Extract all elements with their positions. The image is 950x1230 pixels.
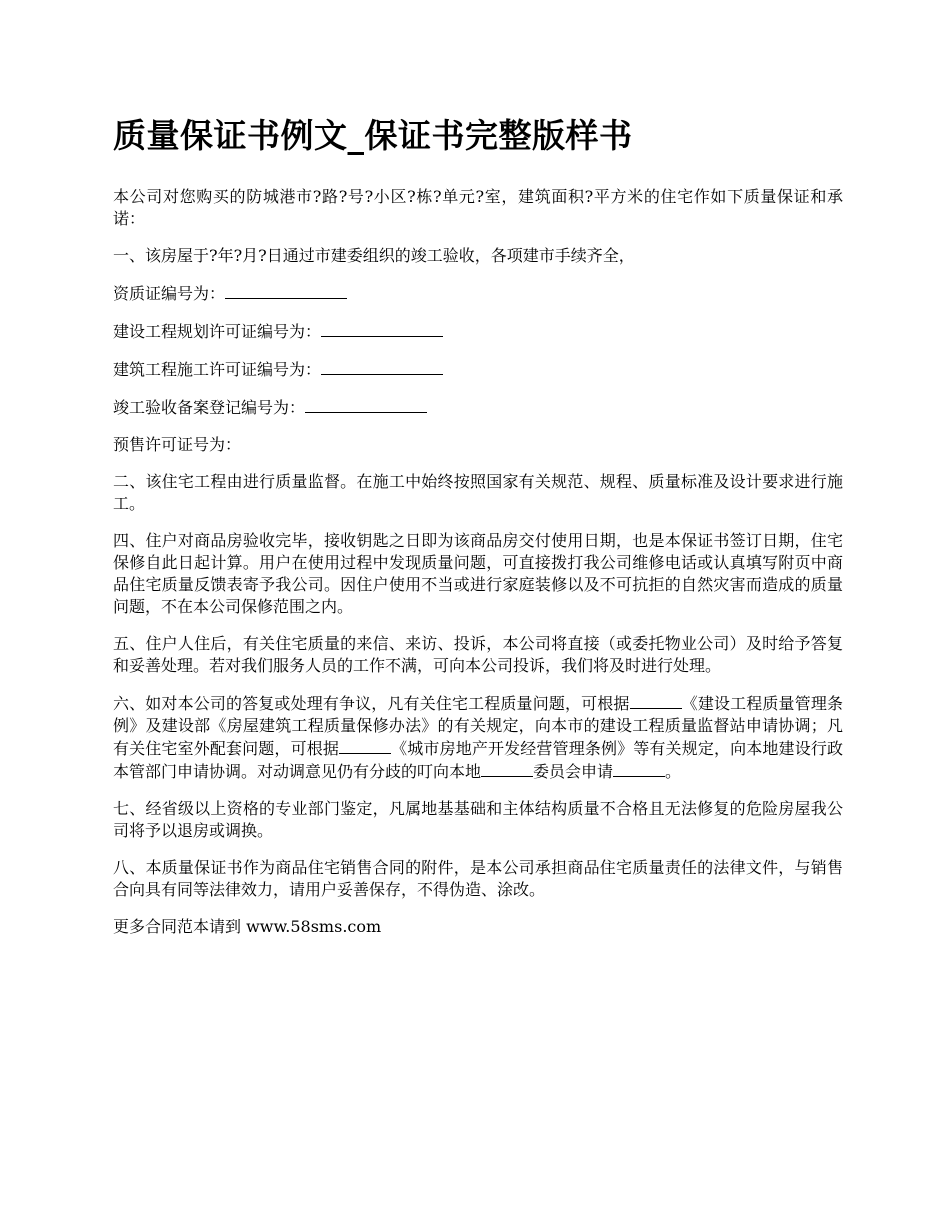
qualification-number-line [113,282,843,305]
item-6-text-d: 委员会申请 [533,762,614,781]
item-6-paragraph [113,692,843,783]
footer-link-text: 更多合同范本请到 www.58sms.com [113,917,382,936]
item-6-text-e: 。 [665,762,682,781]
item-5-paragraph: 五、住户人住后，有关住宅质量的来信、来访、投诉，本公司将直接（或委托物业公司）及时给予答复和妥善处理。若对我们服务人员的工作不满，可向本公司投诉，我们将及时进行处理。 [113,634,843,675]
item-6-text-b: 《建设工程质量管理条例》及建设部《房屋建筑工程质量保修办法》的有关规定，向本市的建设工程质量监督站申请协调；凡有关住宅室外配套问题，可根据 [113,694,843,758]
item-2-paragraph: 二、该住宅工程由进行质量监督。在施工中始终按照国家有关规范、规程、质量标准及设计要求进行施工。 [113,472,843,513]
item-6-blank-4 [613,760,665,777]
item-1-paragraph: 一、该房屋于?年?月?日通过市建委组织的竣工验收，各项建市手续齐全， [113,246,635,265]
document-title: 质量保证书例文_保证书完整版样书 [113,116,633,155]
construction-permit-blank [321,358,443,375]
item-6-text-c: 《城市房地产开发经营管理条例》等有关规定，向本地建设行政本管部门申请协调。对动调意见仍有分歧的叮向本地 [113,739,843,781]
item-6-blank-3 [481,760,533,777]
qualification-number-label: 资质证编号为： [113,284,226,303]
qualification-number-blank [225,282,347,299]
construction-permit-line [113,358,843,381]
completion-record-line [113,396,843,419]
item-8-paragraph: 八、本质量保证书作为商品住宅销售合同的附件，是本公司承担商品住宅质量责任的法律文件，与销售合向具有同等法律效力，请用户妥善保存，不得伪造、涂改。 [113,858,843,899]
intro-paragraph: 本公司对您购买的防城港市?路?号?小区?栋?单元?室，建筑面积?平方米的住宅作如下质量保证和承诺： [113,187,843,228]
presale-permit-line: 预售许可证号为： [113,435,242,454]
item-7-paragraph: 七、经省级以上资格的专业部门鉴定，凡属地基基础和主体结构质量不合格且无法修复的危险房屋我公司将予以退房或调换。 [113,799,843,840]
document-page [113,112,843,953]
planning-permit-blank [321,320,443,337]
planning-permit-label: 建设工程规划许可证编号为： [113,322,322,341]
construction-permit-label: 建筑工程施工许可证编号为： [113,360,322,379]
item-6-blank-2 [339,737,391,754]
completion-record-label: 竣工验收备案登记编号为： [113,398,306,417]
item-6-text-a: 六、如对本公司的答复或处理有争议，凡有关住宅工程质量问题，可根据 [113,694,630,713]
planning-permit-line [113,320,843,343]
item-4-paragraph: 四、住户对商品房验收完毕，接收钥匙之日即为该商品房交付使用日期，也是本保证书签订日期，住宅保修自此日起计算。用户在使用过程中发现质量问题，可直接拨打我公司维修电话或认真填写附页中商品住宅质量反馈表寄予我公司。因住户使用不当或进行家庭装修以及不可抗拒的自然灾害而造成的质量问题，不在本公司保修范围之内。 [113,531,843,616]
completion-record-blank [305,396,427,413]
item-6-blank-1 [630,692,682,709]
